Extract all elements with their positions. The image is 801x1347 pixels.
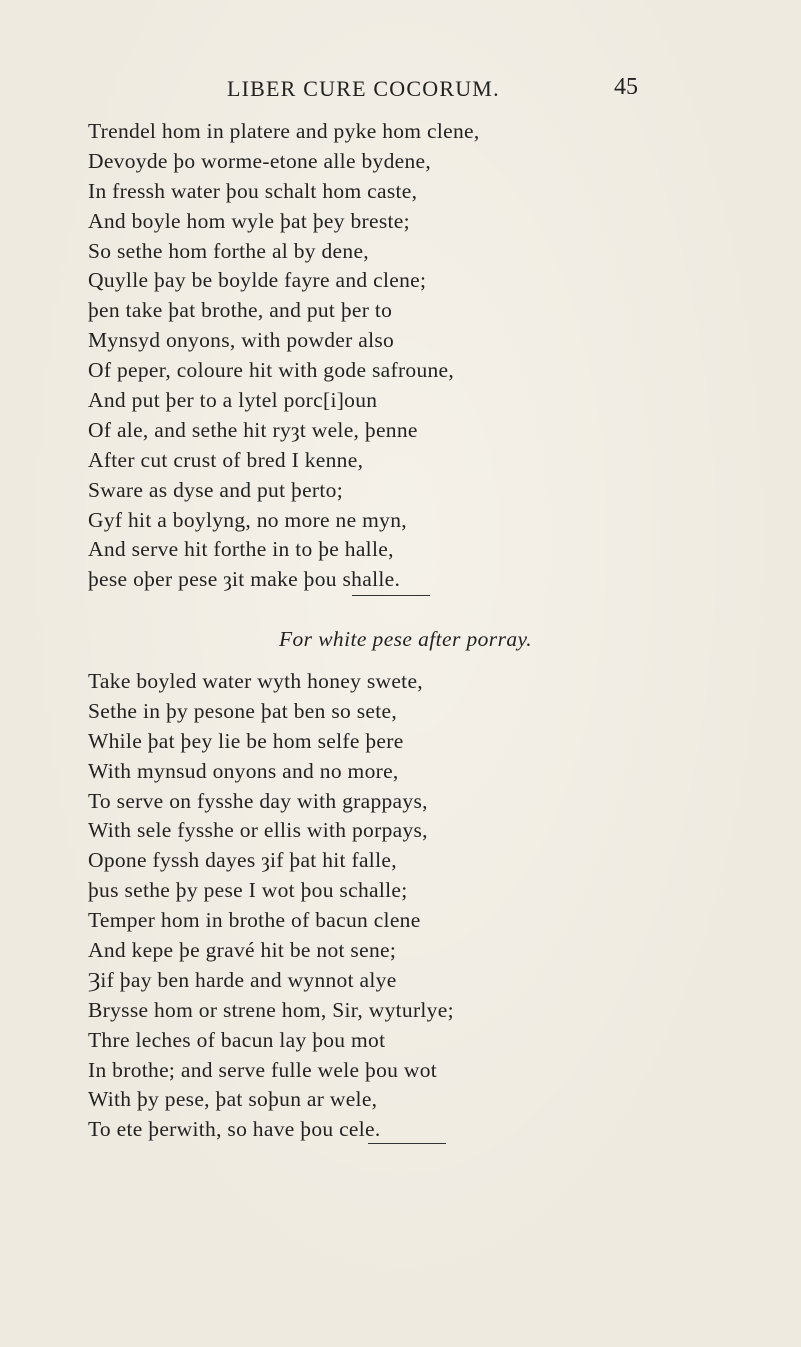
- verse-line: þen take þat brothe, and put þer to: [88, 298, 393, 323]
- verse-line: Sethe in þy pesone þat ben so sete,: [88, 698, 398, 723]
- verse-line: And boyle hom wyle þat þey breste;: [88, 208, 410, 233]
- verse-line: þus sethe þy pese I wot þou schalle;: [88, 878, 408, 903]
- verse-line: In fressh water þou schalt hom caste,: [88, 178, 418, 203]
- verse-line: Sware as dyse and put þerto;: [88, 477, 343, 502]
- verse-line: So sethe hom forthe al by dene,: [88, 238, 369, 263]
- verse-line: Take boyled water wyth honey swete,: [88, 669, 423, 693]
- verse-line: In brothe; and serve fulle wele þou wot: [88, 1057, 438, 1082]
- verse-line: Quylle þay be boylde fayre and clene;: [88, 268, 427, 293]
- verse-line: Trendel hom in platere and pyke hom clene,: [88, 119, 480, 143]
- verse-line: With þy pese, þat soþun ar wele,: [88, 1087, 378, 1112]
- page-header: [0, 76, 801, 106]
- section-divider: [352, 595, 430, 596]
- verse-block-2: [88, 667, 788, 1145]
- section-divider: [368, 1143, 446, 1144]
- running-head: LIBER CURE COCORUM.: [227, 76, 500, 101]
- verse-line: To serve on fysshe day with grappays,: [88, 788, 428, 813]
- verse-line: Of peper, coloure hit with gode safroune,: [88, 358, 455, 383]
- verse-line: To ete þerwith, so have þou cele.: [88, 1117, 381, 1142]
- verse-line: þese oþer pese ȝit make þou shalle.: [88, 567, 401, 592]
- verse-line: With sele fysshe or ellis with porpays,: [88, 818, 428, 843]
- verse-line: And serve hit forthe in to þe halle,: [88, 537, 394, 562]
- verse-line: Ȝif þay ben harde and wynnot alye: [88, 967, 397, 992]
- verse-line: And kepe þe gravé hit be not sene;: [88, 938, 397, 963]
- verse-line: Devoyde þo worme-etone alle bydene,: [88, 148, 432, 173]
- verse-line: Temper hom in brothe of bacun clene: [88, 908, 421, 933]
- verse-line: Thre leches of bacun lay þou mot: [88, 1027, 386, 1052]
- verse-line: Opone fyssh dayes ȝif þat hit falle,: [88, 848, 397, 873]
- verse-line: Of ale, and sethe hit ryȝt wele, þenne: [88, 417, 418, 442]
- recipe-heading: For white pese after porray.: [278, 627, 533, 651]
- verse-line: Gyf hit a boylyng, no more ne myn,: [88, 507, 407, 532]
- verse-line: Brysse hom or strene hom, Sir, wyturlye;: [88, 997, 454, 1022]
- verse-line: While þat þey lie be hom selfe þere: [88, 728, 404, 753]
- verse-line: After cut crust of bred I kenne,: [88, 447, 364, 472]
- verse-line: With mynsud onyons and no more,: [88, 758, 399, 783]
- page-number: 45: [614, 74, 638, 100]
- verse-line: Mynsyd onyons, with powder also: [88, 328, 395, 353]
- verse-line: And put þer to a lytel porc[i]oun: [88, 388, 378, 413]
- verse-block-1: [88, 117, 788, 595]
